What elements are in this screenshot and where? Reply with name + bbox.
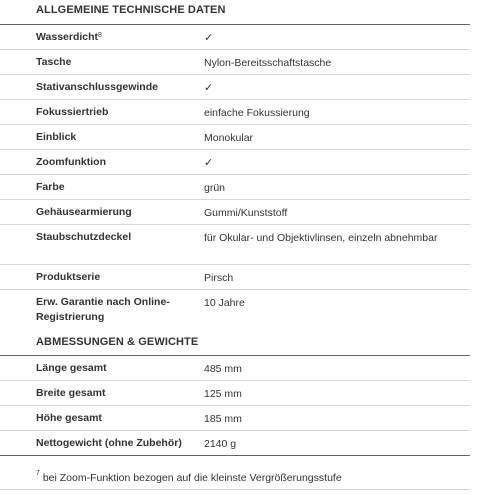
spec-label: Höhe gesamt [36, 412, 102, 424]
spec-label: Einblick [36, 131, 77, 143]
spec-row-focus [0, 100, 470, 125]
spec-row-width [0, 381, 470, 406]
check-icon: ✓ [204, 32, 214, 44]
spec-value: 10 Jahre [204, 297, 245, 309]
spec-row-height [0, 406, 470, 431]
spec-label: Länge gesamt [36, 362, 107, 374]
spec-row-bag [0, 50, 470, 75]
spec-value: 485 mm [204, 363, 242, 375]
spec-label-text: Wasserdicht [36, 31, 99, 43]
spec-row-dust-cover [0, 225, 470, 265]
spec-row-length [0, 356, 470, 381]
spec-value: grün [204, 182, 226, 194]
spec-label: Stativanschlussgewinde [36, 81, 158, 93]
spec-label: Staubschutzdeckel [36, 231, 132, 243]
footnote-text: bei Zoom-Funktion bezogen auf die kleinste Vergrößerungsstufe [39, 472, 342, 484]
spec-label: Produktserie [36, 271, 101, 283]
spec-label: Nettogewicht (ohne Zubehör) [36, 437, 182, 449]
spec-value: für Okular- und Objektivlinsen, einzeln abnehmbar [204, 232, 438, 244]
spec-row-weight [0, 431, 470, 456]
spec-label: Breite gesamt [36, 387, 106, 399]
spec-value: einfache Fokussierung [204, 107, 310, 119]
spec-value: Gummi/Kunststoff [204, 207, 288, 219]
spec-label: Zoomfunktion [36, 156, 106, 168]
section-title-dimensions: ABMESSUNGEN & GEWICHTE [0, 330, 470, 356]
check-icon: ✓ [204, 157, 214, 169]
spec-label: Gehäusearmierung [36, 206, 132, 218]
spec-label: Erw. Garantie nach Online-Registrierung [36, 296, 170, 323]
spec-value: 125 mm [204, 388, 242, 400]
spec-value: 185 mm [204, 413, 242, 425]
check-icon: ✓ [204, 82, 214, 94]
spec-label: Fokussiertrieb [36, 106, 109, 118]
spec-row-eyepiece [0, 125, 470, 150]
spec-row-waterproof [0, 25, 470, 50]
spec-row-zoom [0, 150, 470, 175]
spec-row-series [0, 265, 470, 290]
spec-value: Pirsch [204, 272, 234, 284]
spec-row-tripod [0, 75, 470, 100]
footnote-marker: 7 [36, 470, 40, 477]
spec-value: Monokular [204, 132, 254, 144]
section-title-general: ALLGEMEINE TECHNISCHE DATEN [0, 0, 470, 25]
spec-row-housing [0, 200, 470, 225]
spec-value: Nylon-Bereitsschaftstasche [204, 57, 332, 69]
spec-row-color [0, 175, 470, 200]
spec-value: 2140 g [204, 438, 237, 450]
footnote-marker: 8 [98, 32, 102, 39]
spec-label [0, 25, 204, 45]
spec-label: Tasche [36, 56, 72, 68]
spec-label: Farbe [36, 181, 65, 193]
spec-row-warranty [0, 290, 470, 330]
footnote [0, 466, 470, 490]
